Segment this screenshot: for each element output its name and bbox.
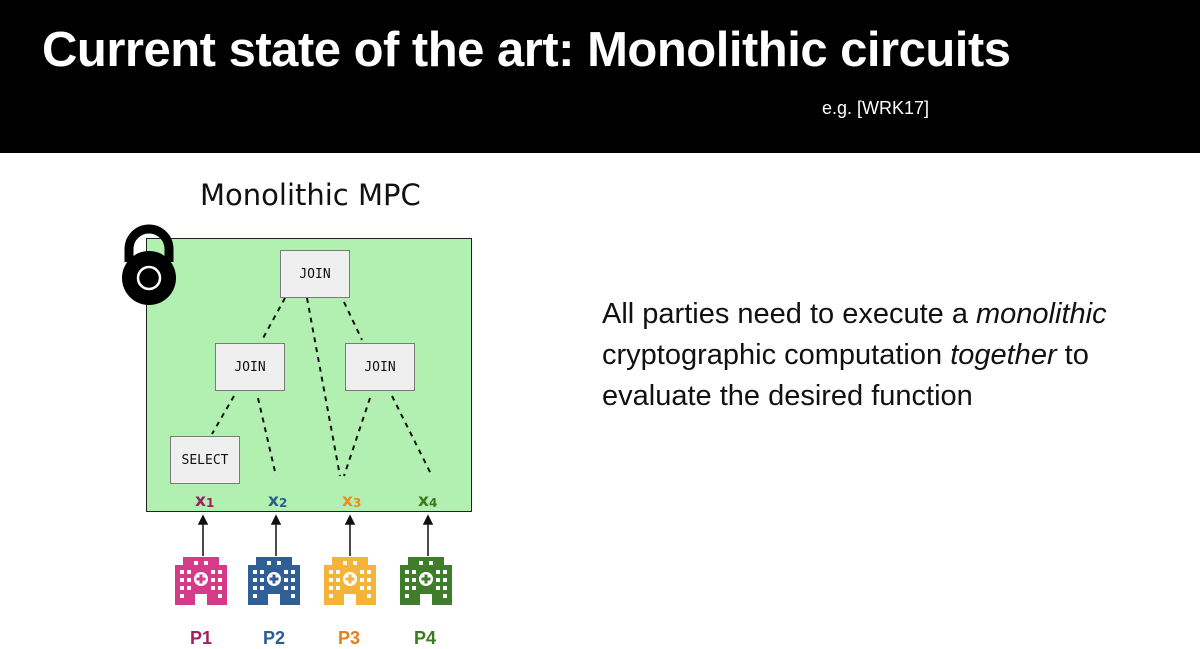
join-node-top: JOIN: [280, 250, 350, 298]
join-node-left: JOIN: [215, 343, 285, 391]
citation: e.g. [WRK17]: [822, 98, 930, 118]
party-label-p2: P2: [263, 628, 286, 648]
hospital-icon-p1: [175, 557, 227, 605]
diagram-title: Monolithic MPC: [200, 178, 421, 212]
hospital-icon-p2: [248, 557, 300, 605]
hospital-icon-p4: [400, 557, 452, 605]
party-label-p3: P3: [338, 628, 361, 648]
hospital-icon-p3: [324, 557, 376, 605]
input-x1: $x_1$: [195, 491, 215, 511]
slide-title: Current state of the art: Monolithic circuits: [42, 23, 1011, 77]
description-text: All parties need to execute a monolithic cryptographic computation together to evaluate the desired function: [602, 298, 1107, 412]
party-label-p4: P4: [414, 628, 437, 648]
emphasis-together: together: [950, 339, 1057, 371]
party-label-p1: P1: [190, 628, 213, 648]
join-node-right: JOIN: [345, 343, 415, 391]
input-x4: $x_4$: [418, 491, 438, 511]
emphasis-monolithic: monolithic: [976, 298, 1107, 330]
input-x3: $x_3$: [342, 491, 362, 511]
select-node: SELECT: [170, 436, 240, 484]
input-x2: $x_2$: [268, 491, 288, 511]
